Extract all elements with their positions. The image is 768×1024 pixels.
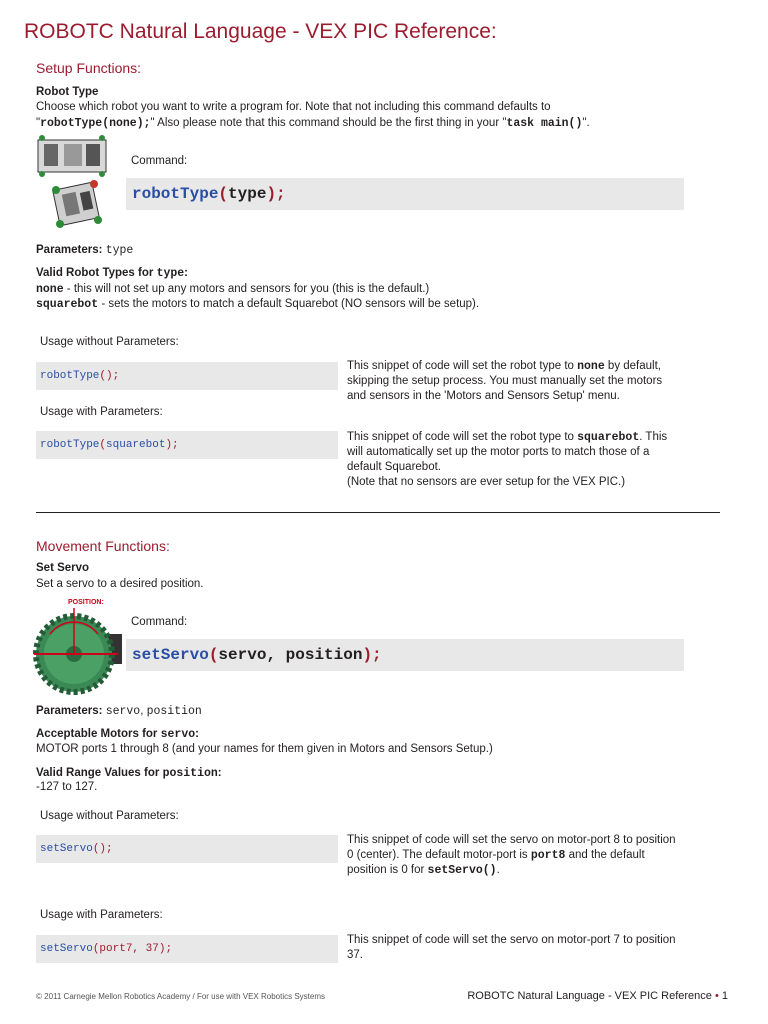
set-servo-command-label: Command:: [131, 616, 188, 628]
robot-type-usage-with-label: Usage with Parameters:: [40, 406, 163, 418]
set-servo-usage-with-desc: This snippet of code will set the servo on motor-port 7 to position 37.: [347, 934, 676, 961]
servo-position-caption: POSITION:: [68, 599, 104, 606]
robot-type-usage-without-code: robotType();: [40, 370, 120, 382]
robot-type-usage-without-code-box: [36, 362, 338, 390]
set-servo-desc: Set a servo to a desired position.: [36, 578, 204, 590]
set-servo-parameters: Parameters: servo, position: [36, 705, 202, 718]
robot-type-command-label: Command:: [131, 155, 188, 167]
page-title: ROBOTC Natural Language - VEX PIC Reference:: [24, 20, 497, 43]
acceptable-motors-desc: MOTOR ports 1 through 8 (and your names for them given in Motors and Sensors Setup.): [36, 743, 493, 755]
footer-copyright: © 2011 Carnegie Mellon Robotics Academy / For use with VEX Robotics Systems: [36, 992, 325, 1001]
set-servo-name: Set Servo: [36, 562, 90, 574]
set-servo-usage-with-code: setServo(port7, 37);: [40, 943, 173, 955]
robot-type-option-none: none - this will not set up any motors and sensors for you (this is the default.): [36, 283, 430, 296]
set-servo-usage-without-label: Usage without Parameters:: [40, 810, 179, 822]
set-servo-usage-without-code-box: [36, 835, 338, 863]
section-divider: [36, 512, 720, 513]
valid-robot-types-heading: Valid Robot Types for type:: [36, 267, 189, 280]
set-servo-command-box: [126, 639, 684, 671]
movement-heading: Movement Functions:: [36, 538, 170, 554]
footer-page-info: ROBOTC Natural Language - VEX PIC Reference • 1: [467, 990, 728, 1002]
robot-type-desc-line1: Choose which robot you want to write a program for. Note that not including this command defaults to: [36, 101, 551, 113]
robot-type-usage-without-desc: This snippet of code will set the robot type to none by default, skipping the setup process. You must manually set the motors and sensors in the 'Motors and Sensors Setup' menu.: [347, 360, 663, 402]
robot-type-usage-with-desc: This snippet of code will set the robot type to squarebot. This will automatically set up the motor ports to match those of a default Squarebot. (Note that no sensors are ever setup for the VEX PIC.): [347, 431, 668, 488]
robot-type-desc-line2: "robotType(none);" Also please note that this command should be the first thing in your "task main()".: [36, 117, 590, 130]
robot-type-command-code: robotType(type);: [132, 185, 286, 203]
set-servo-command-code: setServo(servo, position);: [132, 646, 382, 664]
squarebot-robot-image: [34, 134, 114, 234]
acceptable-motors-heading: Acceptable Motors for servo:: [36, 728, 199, 741]
robot-type-usage-with-code: robotType(squarebot);: [40, 439, 179, 451]
set-servo-usage-with-code-box: [36, 935, 338, 963]
setup-heading: Setup Functions:: [36, 60, 142, 76]
set-servo-usage-without-desc: This snippet of code will set the servo on motor-port 8 to position 0 (center). The default motor-port is port8 and the default position is 0 for setServo().: [347, 834, 676, 877]
valid-range-heading: Valid Range Values for position:: [36, 767, 222, 780]
robot-type-option-squarebot: squarebot - sets the motors to match a default Squarebot (NO sensors will be setup).: [36, 298, 480, 311]
servo-gear-image: [30, 594, 126, 698]
set-servo-usage-without-code: setServo();: [40, 843, 113, 855]
robot-type-usage-without-label: Usage without Parameters:: [40, 336, 179, 348]
robot-type-usage-with-code-box: [36, 431, 338, 459]
valid-range-desc: -127 to 127.: [36, 781, 98, 793]
robot-type-parameters: Parameters: type: [36, 244, 134, 257]
set-servo-usage-with-label: Usage with Parameters:: [40, 909, 163, 921]
robot-type-command-box: [126, 178, 684, 210]
robot-type-name: Robot Type: [36, 86, 99, 98]
